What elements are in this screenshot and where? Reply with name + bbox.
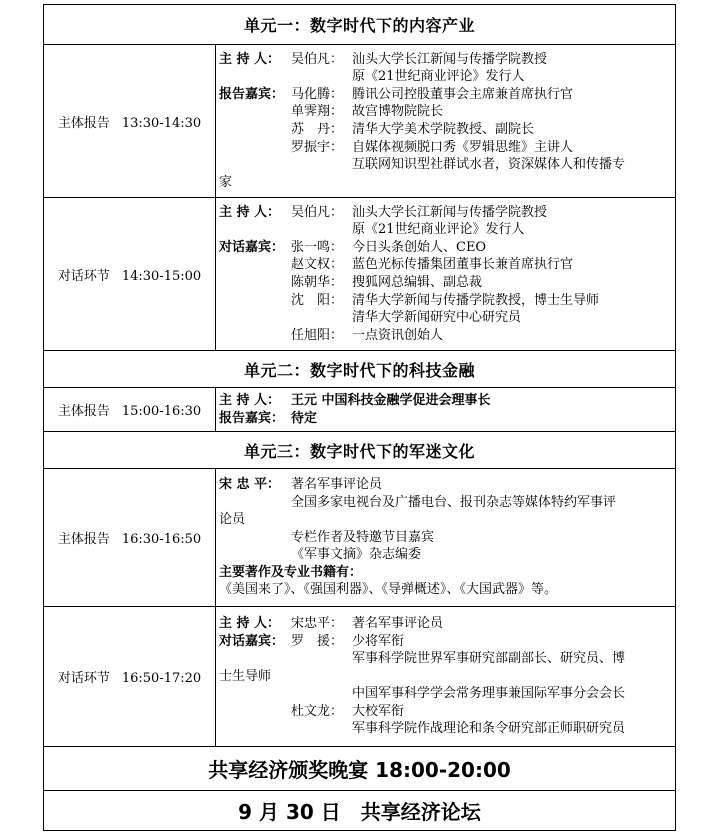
host-title: 原《21世纪商业评论》发行人 xyxy=(352,222,525,238)
speaker-title: 全国多家电视台及广播电台、报刊杂志等媒体特约军事评 xyxy=(291,494,617,510)
banquet-title: 共享经济颁奖晚宴 18:00-20:00 xyxy=(44,747,676,791)
unit2-report-label xyxy=(44,388,216,432)
session-type: 对话环节 xyxy=(57,671,110,686)
host-role: 主 持 人： xyxy=(219,615,281,631)
unit2-title: 单元二：数字时代下的科技金融 xyxy=(44,351,676,388)
guest-title: 中国军事科学学会常务理事兼国际军事分会会长 xyxy=(352,686,626,702)
unit3-dialogue-row xyxy=(44,607,676,747)
guest-name: 任旭阳： xyxy=(291,327,344,343)
host-role: 主 持 人： xyxy=(219,392,281,408)
unit3-title: 单元三：数字时代下的军迷文化 xyxy=(44,432,676,469)
works-list: 《美国来了》、《强国利器》、《导弹概述》、《大国武器》等。 xyxy=(219,582,558,598)
guest-title: 清华大学美术学院教授、副院长 xyxy=(352,122,535,137)
guest-name: 沈 阳： xyxy=(291,292,344,308)
guest-title: 故宫博物院院长 xyxy=(352,104,444,120)
speaker-title-cont: 论员 xyxy=(219,512,246,528)
guest-name: 陈朝华： xyxy=(291,275,344,290)
guest-title: 腾讯公司控股董事会主席兼首席执行官 xyxy=(352,86,574,102)
unit3-report-row xyxy=(44,469,676,607)
guest-title: 一点资讯创始人 xyxy=(352,327,444,343)
host-title: 著名军事评论员 xyxy=(352,615,444,631)
guest-title: 今日头条创始人、CEO xyxy=(352,239,487,255)
session-type: 主体报告 xyxy=(57,115,110,131)
unit1-dialogue-label xyxy=(44,198,216,351)
guests-role: 报告嘉宾： xyxy=(219,86,285,102)
session-time: 13:30-14:30 xyxy=(121,115,202,131)
session-time: 15:00-16:30 xyxy=(121,404,202,419)
host-name: 宋忠平： xyxy=(291,615,344,631)
guest-name: 罗 援： xyxy=(291,633,344,649)
guests-text: 待定 xyxy=(291,410,318,426)
guest-title-cont: 士生导师 xyxy=(219,668,272,684)
guest-title: 搜狐网总编辑、副总裁 xyxy=(352,275,483,290)
session-type: 主体报告 xyxy=(57,532,110,547)
guest-title: 少将军衔 xyxy=(352,633,405,649)
unit2-report-content xyxy=(216,388,676,432)
session-time: 16:50-17:20 xyxy=(121,671,202,686)
speaker-title: 《军事文摘》杂志编委 xyxy=(291,547,422,563)
guest-title: 自媒体视频脱口秀《罗辑思维》主讲人 xyxy=(352,139,574,155)
unit3-dialogue-label xyxy=(44,607,216,747)
unit3-report-content xyxy=(216,469,676,607)
guest-name: 赵文权： xyxy=(291,257,344,273)
unit2-header-row xyxy=(44,351,676,388)
guest-title: 大校军衔 xyxy=(352,703,405,719)
speaker-title: 专栏作者及特邀节目嘉宾 xyxy=(291,529,435,545)
unit1-report-content xyxy=(216,45,676,198)
unit1-dialogue-content xyxy=(216,198,676,351)
guest-name: 张一鸣： xyxy=(291,239,344,255)
guests-role: 对话嘉宾： xyxy=(219,239,285,255)
unit3-dialogue-content xyxy=(216,607,676,747)
forum-title: 9 月 30 日 共享经济论坛 xyxy=(44,791,676,831)
unit3-report-label xyxy=(44,469,216,607)
guest-name: 单霁翔： xyxy=(291,104,344,120)
forum-row xyxy=(44,791,676,831)
host-name: 吴伯凡： xyxy=(291,51,344,67)
guest-title: 军事科学院世界军事研究部副部长、研究员、博 xyxy=(352,651,626,667)
agenda-table xyxy=(43,4,676,831)
host-role: 主 持 人： xyxy=(219,51,281,67)
unit3-header-row xyxy=(44,432,676,469)
guest-title: 清华大学新闻研究中心研究员 xyxy=(352,310,522,326)
unit1-report-row xyxy=(44,45,676,198)
speaker-title: 著名军事评论员 xyxy=(291,476,383,492)
unit2-report-row xyxy=(44,388,676,432)
guest-title-cont: 家 xyxy=(219,174,233,190)
unit1-report-label xyxy=(44,45,216,198)
host-title: 汕头大学长江新闻与传播学院教授 xyxy=(352,204,548,220)
banquet-row xyxy=(44,747,676,791)
host-title: 汕头大学长江新闻与传播学院教授 xyxy=(352,51,548,67)
unit1-header-row xyxy=(44,5,676,45)
guest-title: 军事科学院作战理论和条令研究部正师职研究员 xyxy=(352,721,626,737)
guest-title: 蓝色光标传播集团董事长兼首席执行官 xyxy=(352,257,574,273)
session-type: 主体报告 xyxy=(57,404,110,419)
guests-role: 报告嘉宾： xyxy=(219,410,285,426)
host-role: 主 持 人： xyxy=(219,204,281,220)
unit1-dialogue-row xyxy=(44,198,676,351)
unit1-title: 单元一：数字时代下的内容产业 xyxy=(44,5,676,45)
works-label: 主要著作及专业书籍有： xyxy=(219,564,363,580)
session-time: 16:30-16:50 xyxy=(121,532,202,547)
host-title: 原《21世纪商业评论》发行人 xyxy=(352,69,525,85)
guest-name: 苏 丹： xyxy=(291,122,344,137)
guest-name: 马化腾： xyxy=(291,86,344,102)
session-time: 14:30-15:00 xyxy=(121,268,202,284)
host-name: 吴伯凡： xyxy=(291,204,344,220)
session-type: 对话环节 xyxy=(57,268,110,284)
speaker-name: 宋 忠 平： xyxy=(219,476,281,492)
guest-name: 杜文龙： xyxy=(291,703,344,719)
guest-name: 罗振宇： xyxy=(291,139,344,155)
host-text: 王元 中国科技金融学促进会理事长 xyxy=(291,392,491,408)
guest-title: 清华大学新闻与传播学院教授，博士生导师 xyxy=(352,292,600,308)
guest-title: 互联网知识型社群试水者，资深媒体人和传播专 xyxy=(352,157,626,173)
guests-role: 对话嘉宾： xyxy=(219,633,285,649)
